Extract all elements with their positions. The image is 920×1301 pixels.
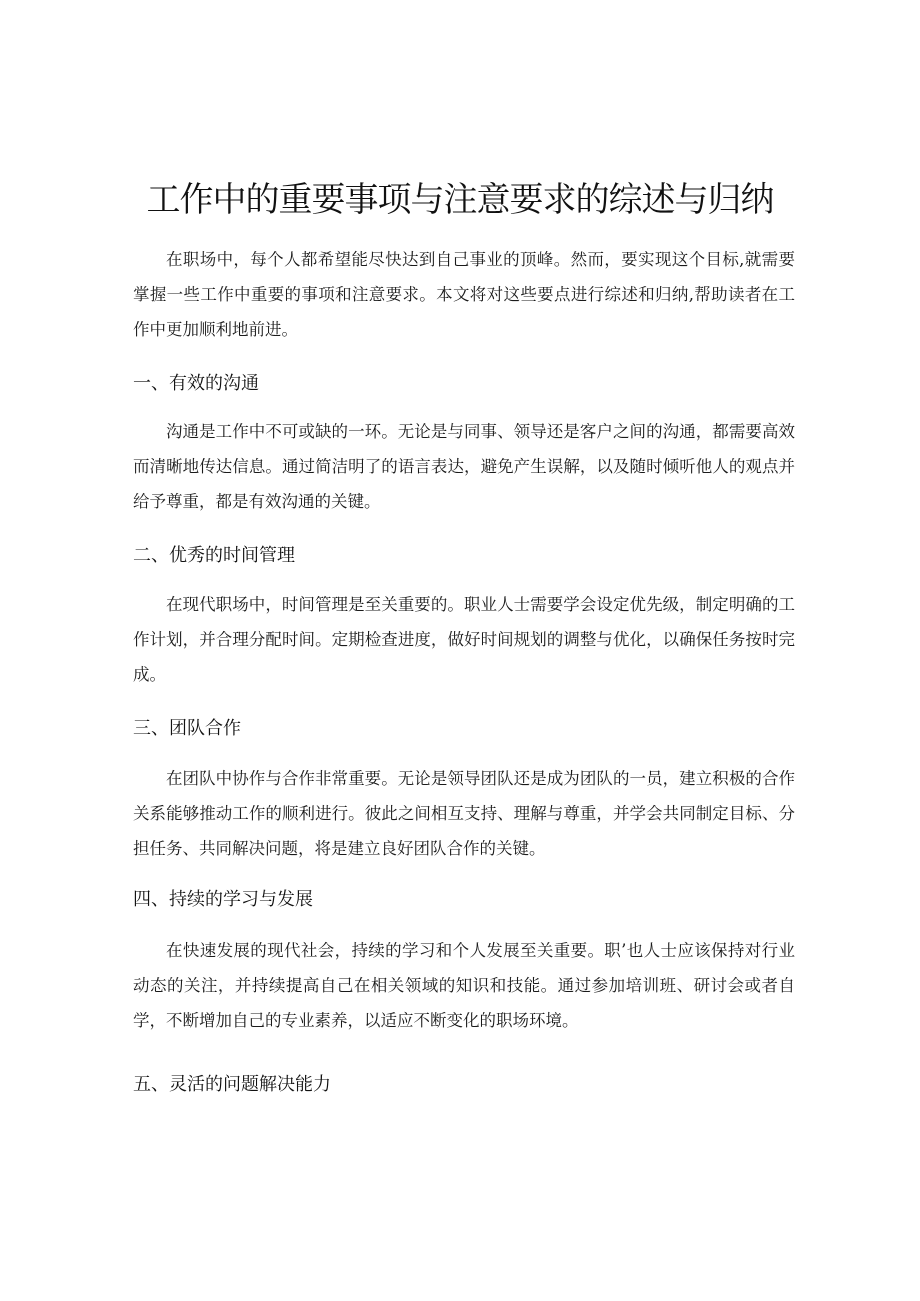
- section-body-time-management: 在现代职场中，时间管理是至关重要的。职业人士需要学会设定优先级，制定明确的工作计划，并合理分配时间。定期检查进度，做好时间规划的调整与优化，以确保任务按时完成。: [133, 595, 795, 684]
- section-heading-learning: 四、持续的学习与发展: [133, 889, 313, 910]
- document-title: 工作中的重要事项与注意要求的综述与归纳: [146, 180, 774, 220]
- section-body-communication: 沟通是工作中不可或缺的一环。无论是与同事、领导还是客户之间的沟通，都需要高效而清晰地传达信息。通过简洁明了的语言表达，避免产生误解，以及随时倾听他人的观点并给予尊重，都是有效沟通的关键。: [133, 422, 795, 511]
- section-body-teamwork: 在团队中协作与合作非常重要。无论是领导团队还是成为团队的一员，建立积极的合作关系能够推动工作的顺利进行。彼此之间相互支持、理解与尊重，并学会共同制定目标、分担任务、共同解决问题，将是建立良好团队合作的关键。: [133, 769, 795, 858]
- section-heading-problem-solving: 五、灵活的问题解决能力: [133, 1074, 331, 1095]
- section-heading-teamwork: 三、团队合作: [133, 718, 241, 739]
- intro-paragraph: 在职场中，每个人都希望能尽快达到自己事业的顶峰。然而，要实现这个目标,就需要掌握一些工作中重要的事项和注意要求。本文将对这些要点进行综述和归纳,帮助读者在工作中更加顺利地前进。: [133, 250, 795, 339]
- section-heading-time-management: 二、优秀的时间管理: [133, 545, 295, 566]
- section-body-learning: 在快速发展的现代社会，持续的学习和个人发展至关重要。职’也人士应该保持对行业动态的关注，并持续提高自己在相关领域的知识和技能。通过参加培训班、研讨会或者自学，不断增加自己的专业素养，以适应不断变化的职场环境。: [133, 941, 795, 1030]
- section-heading-communication: 一、有效的沟通: [133, 373, 259, 394]
